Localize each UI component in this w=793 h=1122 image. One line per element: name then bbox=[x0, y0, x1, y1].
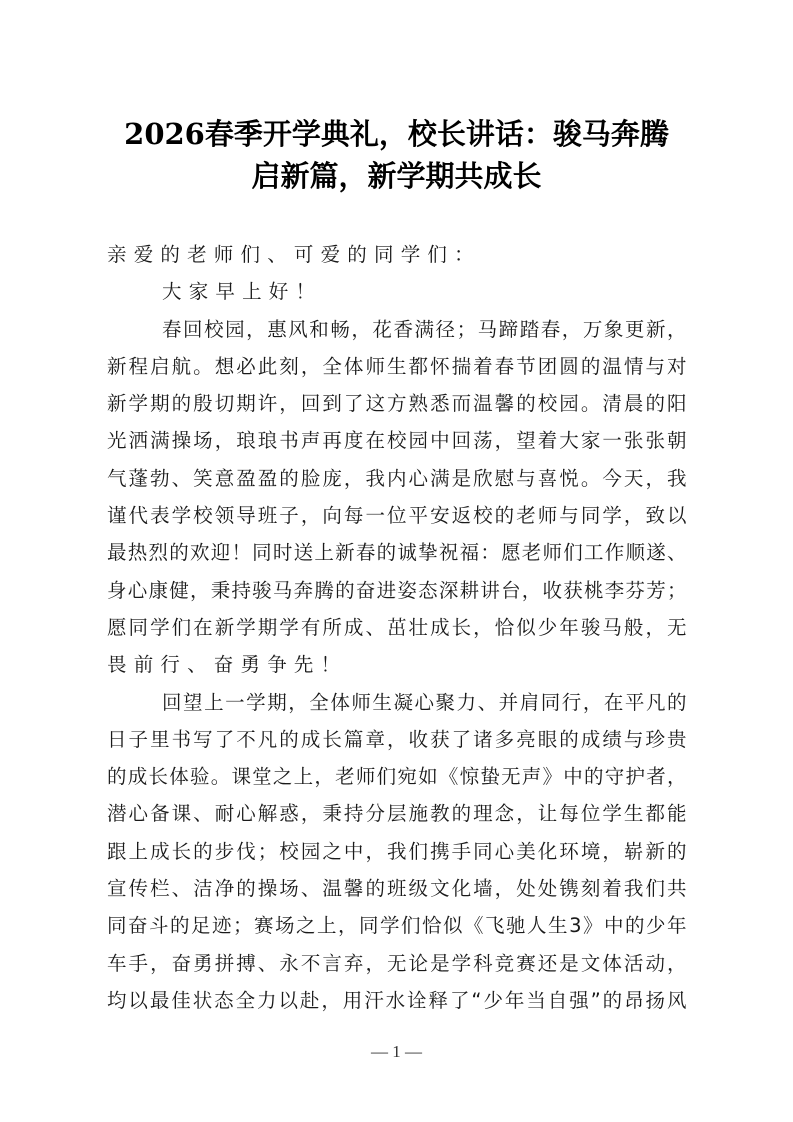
paragraph-2-line: 回望上一学期，全体师生凝心聚力、并肩同行，在平凡的 bbox=[162, 690, 687, 714]
paragraph-2-line: 均以最佳状态全力以赴，用汗水诠释了“少年当自强”的昂扬风 bbox=[107, 988, 687, 1012]
paragraph-2-line: 潜心备课、耐心解惑，秉持分层施教的理念，让每位学生都能 bbox=[107, 802, 687, 826]
paragraph-1-line: 气蓬勃、笑意盈盈的脸庞，我内心满是欣慰与喜悦。今天，我 bbox=[107, 466, 687, 490]
paragraph-1-line: 畏前行、奋勇争先！ bbox=[107, 653, 348, 677]
title-line-2: 启新篇，新学期共成长 bbox=[251, 159, 542, 193]
document-title bbox=[60, 113, 733, 197]
paragraph-1-line: 新程启航。想必此刻，全体师生都怀揣着春节团圆的温情与对 bbox=[107, 354, 687, 378]
salutation: 亲爱的老师们、可爱的同学们： bbox=[107, 243, 481, 266]
paragraph-2-line: 跟上成长的步伐；校园之中，我们携手同心美化环境，崭新的 bbox=[107, 839, 687, 863]
paragraph-1-line: 春回校园，惠风和畅，花香满径；马蹄踏春，万象更新， bbox=[162, 317, 687, 341]
paragraph-2-line: 的成长体验。课堂之上，老师们宛如《惊蛰无声》中的守护者， bbox=[107, 765, 687, 789]
paragraph-1-line: 光洒满操场，琅琅书声再度在校园中回荡，望着大家一张张朝 bbox=[107, 429, 687, 453]
page-number: — 1 — bbox=[371, 1042, 422, 1061]
greeting: 大家早上好！ bbox=[162, 280, 323, 304]
title-line-1: 2026春季开学典礼，校长讲话：骏马奔腾 bbox=[124, 117, 669, 151]
paragraph-1-line: 身心康健，秉持骏马奔腾的奋进姿态深耕讲台，收获桃李芬芳； bbox=[107, 578, 687, 602]
paragraph-1-line: 最热烈的欢迎！同时送上新春的诚挚祝福：愿老师们工作顺遂、 bbox=[107, 541, 687, 565]
paragraph-2-line: 同奋斗的足迹；赛场之上，同学们恰似《飞驰人生3》中的少年 bbox=[107, 914, 687, 938]
paragraph-1-line: 愿同学们在新学期学有所成、茁壮成长，恰似少年骏马般，无 bbox=[107, 615, 687, 639]
document-body bbox=[107, 236, 687, 1019]
paragraph-2-line: 宣传栏、洁净的操场、温馨的班级文化墙，处处镌刻着我们共 bbox=[107, 877, 687, 901]
paragraph-2-line: 日子里书写了不凡的成长篇章，收获了诸多亮眼的成绩与珍贵 bbox=[107, 727, 687, 751]
paragraph-1-line: 谨代表学校领导班子，向每一位平安返校的老师与同学，致以 bbox=[107, 504, 687, 528]
paragraph-2-line: 车手，奋勇拼搏、永不言弃，无论是学科竞赛还是文体活动， bbox=[107, 951, 687, 975]
paragraph-1-line: 新学期的殷切期许，回到了这方熟悉而温馨的校园。清晨的阳 bbox=[107, 392, 687, 416]
